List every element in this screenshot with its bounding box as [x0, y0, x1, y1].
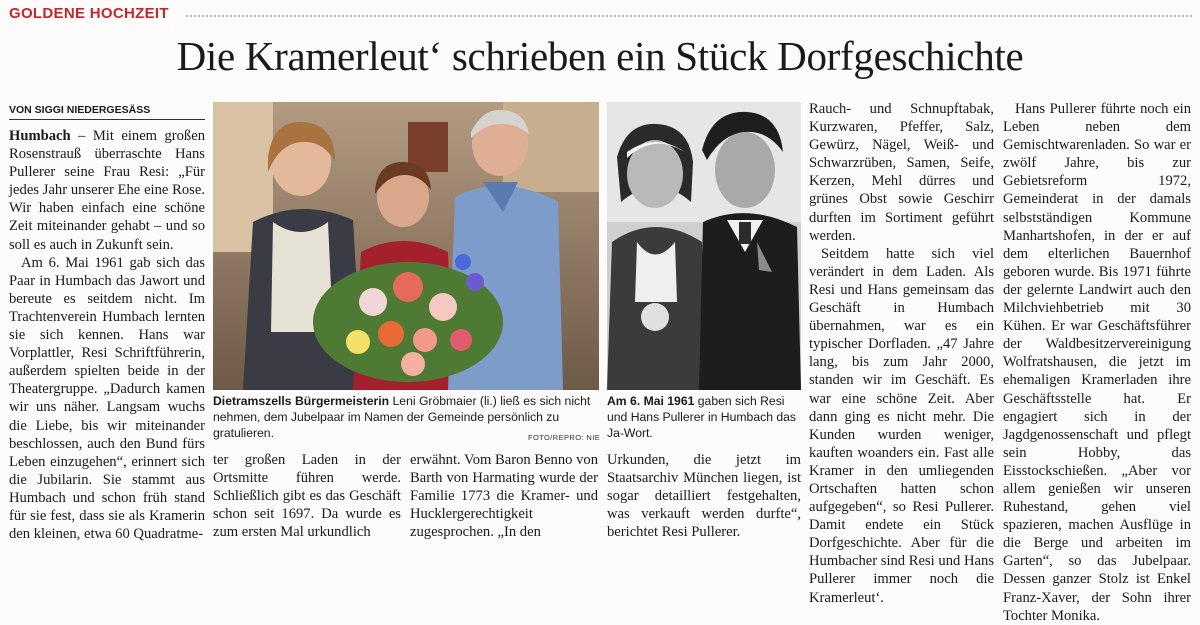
kicker-divider: [186, 15, 1192, 17]
photo-wedding-image: [607, 102, 801, 390]
column-4: Urkunden, die jetzt im Staatsarchiv München liegen, ist sogar detailliert festgehalten, was verkauft werden durfte“, berichtet Resi Pullerer.: [607, 452, 801, 541]
caption-wedding: [607, 394, 801, 441]
paragraph-2: Am 6. Mai 1961 gab sich das Paar in Humbach das Jawort und bereute es seitdem nicht. Im Trachtenverein Humbach lernten sie sich kennen. Hans war Vorplattler, Resi Schriftführerin, außerdem spielten beide in der Theatergruppe. „Dadurch kamen wir uns näher. Langsam wuchs die Liebe, bis wir miteinander beschlossen, auch den Bund fürs Leben einzugehen“, erinnert sich die Jubilarin. Sie stammt aus Humbach und schon früh stand für sie fest, dass sie als Kramerin den kleinen, etwa 60 Quadratme-: [9, 254, 205, 543]
column-3: erwähnt. Vom Baron Benno von Barth von Harmating wurde der Familie 1773 die Kramer- und Hucklergerechtigkeit zugesprochen. „In den: [410, 452, 598, 541]
column-6-paragraph: Hans Pullerer führte noch ein Leben neben dem Gemischtwarenladen. So war er zwölf Jahre, bis zur Gebietsreform 1972, Gemeinderat in der damals selbstständigen Kommune Manhartshofen, in der er auf dem elterlichen Bauernhof geboren wurde. Bis 1971 führte der gelernte Landwirt auch den Milchviehbetrieb mit 30 Kühen. Er war Geschäftsführer der Waldbesitzervereinigung Wolfratshausen, die jetzt im ehemaligen Kramerladen ihre Geschäftsstelle hat. Er engagiert sich in der Jagdgenossenschaft und pflegt sein Hobby, das Eisstockschießen. „Aber vor allem genießen wir unseren Ruhestand, gehen viel spazieren, machen Ausflüge in die Berge und arbeiten im Garten“, so das Jubelpaar. Dessen ganzer Stolz ist Enkel Franz-Xaver, der Sohn ihrer Tochter Monika.: [1003, 101, 1191, 624]
dateline: Humbach: [9, 128, 71, 144]
column-1: [9, 127, 205, 543]
caption-wedding-bold: Am 6. Mai 1961: [607, 394, 695, 408]
caption-jubilee-text: Leni Gröbmaier (li.) ließ es sich nicht nehmen, dem Jubelpaar im Namen der Gemeinde persönlich zu gratulieren.: [213, 394, 591, 440]
column-6: [1003, 100, 1191, 624]
caption-jubilee-bold: Dietramszells Bürgermeisterin: [213, 394, 390, 408]
byline: VON SIGGI NIEDERGESÄSS: [9, 104, 205, 120]
paragraph-1: – Mit einem großen Rosenstrauß überraschte Hans Pullerer seine Frau Resi: „Für jedes Jahr unserer Ehe eine Rose. Wir haben einfach eine schöne Zeit miteinander gehabt – und so soll es auch in Zukunft sein.: [9, 128, 205, 253]
photo-wedding-1961: [607, 102, 801, 390]
column-5-paragraph-2: Seitdem hatte sich viel verändert in dem Laden. Als Resi und Hans gemeinsam das Geschäft in Humbach übernahmen, war es ein typischer Dorfladen. „47 Jahre lang, bis zum Jahr 2000, standen wir im Geschäft. Es war eine schöne Zeit. Aber dann ging es nicht mehr. Die Kunden wurden weniger, kauften woanders ein. Fast alle Kramer in den umliegenden Ortschaften hatten schon aufgegeben“, so Resi Pullerer. Damit endete ein Stück Dorfgeschichte. Aber für die Humbacher sind Resi und Hans Pullerer immer noch die Kramerleut‘.: [809, 245, 994, 606]
column-5-paragraph-1: Rauch- und Schnupftabak, Kurzwaren, Pfeffer, Salz, Gewürz, Nägel, Weiß- und Schwarzrüben, Samen, Seife, Kerzen, Mehl dürres und grünes Obst sowie Geschirr durften im Sortiment geführt werden.: [809, 101, 994, 244]
headline: Die Kramerleut‘ schrieben ein Stück Dorfgeschichte: [176, 33, 1024, 79]
column-2: ter großen Laden in der Ortsmitte führen werde. Schließlich gibt es das Geschäft schon seit 1697. Da wurde es zum ersten Mal urkundlich: [213, 452, 401, 541]
section-kicker: GOLDENE HOCHZEIT: [9, 5, 169, 22]
caption-wedding-text: gaben sich Resi und Hans Pullerer in Humbach das Ja-Wort.: [607, 394, 797, 440]
column-5: [809, 100, 994, 606]
photo-jubilee-image: [213, 102, 599, 390]
photo-credit: FOTO/REPRO: NIE: [528, 433, 601, 442]
photo-jubilee: [213, 102, 599, 390]
